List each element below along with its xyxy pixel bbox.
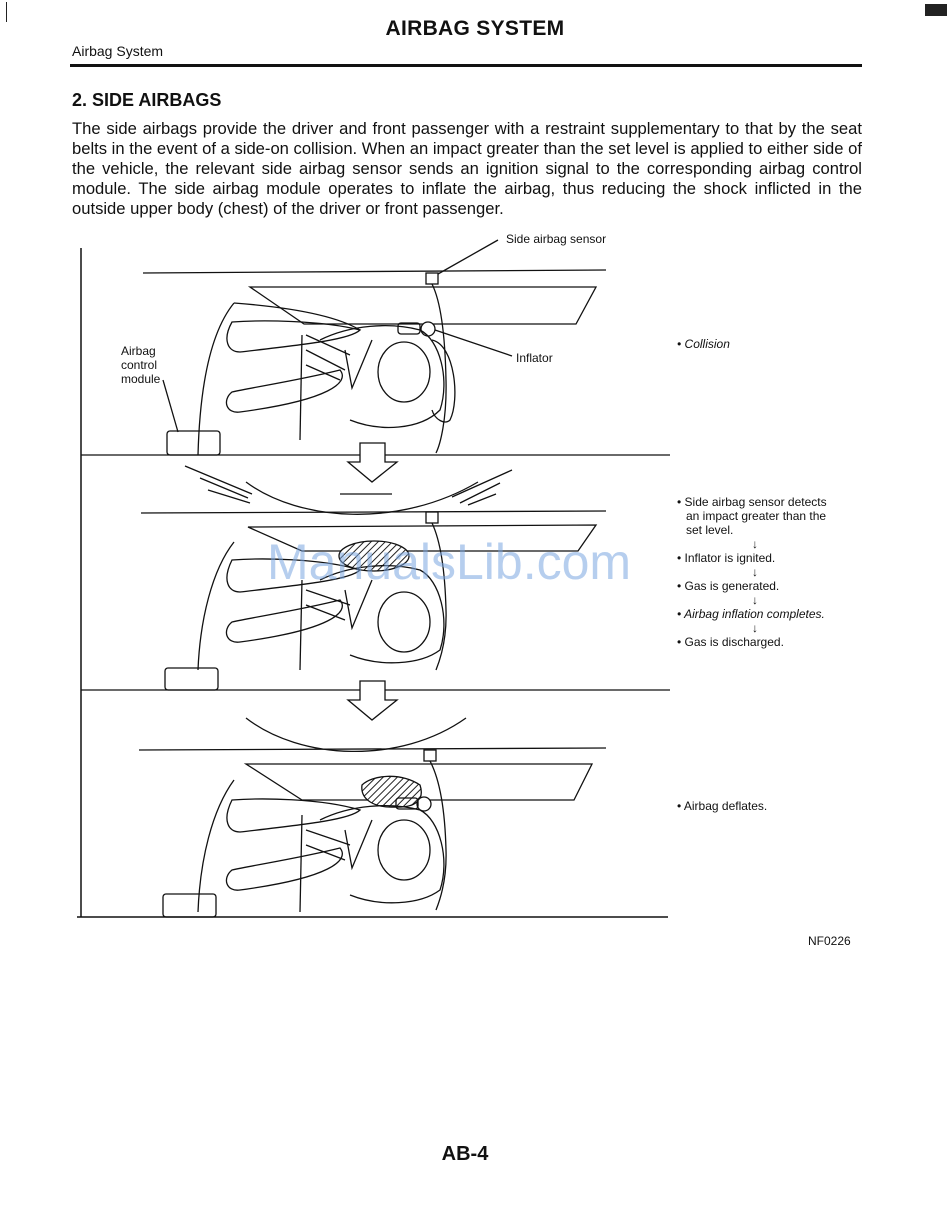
panel-deflation bbox=[139, 681, 606, 917]
label-inflator: Inflator bbox=[516, 351, 553, 365]
watermark: ManualsLib.com bbox=[267, 534, 632, 590]
step-ignited: • Inflator is ignited. bbox=[677, 551, 776, 565]
label-module-line1: Airbag bbox=[121, 344, 156, 358]
step-detect-line3: set level. bbox=[686, 523, 734, 537]
panel-collision bbox=[143, 240, 606, 455]
step-inflation: • Airbag inflation completes. bbox=[677, 607, 825, 621]
step-gas-generated: • Gas is generated. bbox=[677, 579, 780, 593]
label-side-airbag-sensor: Side airbag sensor bbox=[506, 232, 607, 246]
arrow-down-1: ↓ bbox=[752, 537, 758, 551]
section-heading: 2. SIDE AIRBAGS bbox=[72, 90, 222, 110]
step-deflates: • Airbag deflates. bbox=[677, 799, 768, 813]
step-detect-line1: • Side airbag sensor detects bbox=[677, 495, 827, 509]
step-discharged: • Gas is discharged. bbox=[677, 635, 784, 649]
label-module-line2: control bbox=[121, 358, 158, 372]
arrow-down-3: ↓ bbox=[752, 593, 758, 607]
label-module-line3: module bbox=[121, 372, 161, 386]
figure-code: NF0226 bbox=[808, 934, 851, 948]
arrow-down-4: ↓ bbox=[752, 621, 758, 635]
step-collision: • Collision bbox=[677, 337, 730, 351]
section-body-text: The side airbags provide the driver and front passenger with a restraint supplementary to that by the seat belts in the event of a side-on collision. When an impact greater than the set level is applied to either side of the vehicle, the relevant side airbag sensor sends an ignition signal to the corresponding airbag control module. The side airbag module operates to inflate the airbag, thus reducing the shock inflicted in the outside upper body (chest) of the driver or front passenger. bbox=[72, 119, 862, 218]
arrow-down-2: ↓ bbox=[752, 565, 758, 579]
page-number: AB-4 bbox=[441, 1143, 489, 1165]
step-detect-line2: an impact greater than the bbox=[686, 509, 827, 523]
page-title: AIRBAG SYSTEM bbox=[385, 17, 565, 40]
page-subtitle: Airbag System bbox=[72, 43, 164, 59]
